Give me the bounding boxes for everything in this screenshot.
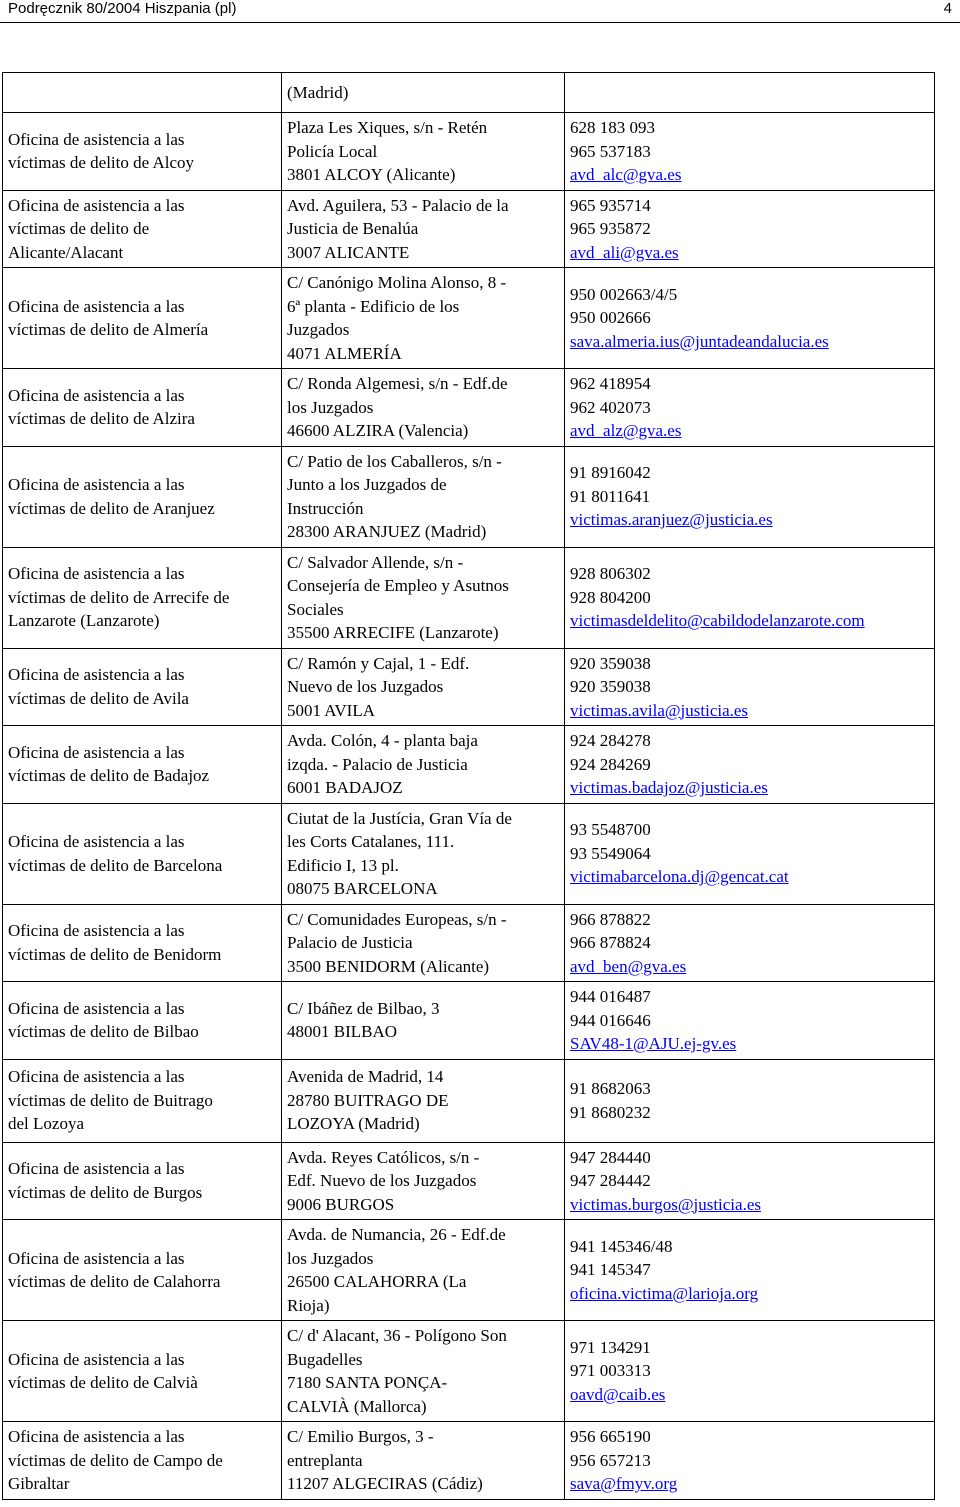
email-link[interactable]: oavd@caib.es bbox=[570, 1384, 666, 1404]
contact-cell bbox=[565, 648, 935, 726]
address-cell bbox=[282, 1142, 565, 1220]
contact-cell bbox=[565, 268, 935, 369]
address-line: Avda. Reyes Católicos, s/n - bbox=[287, 1147, 480, 1167]
address-line: Junto a los Juzgados de bbox=[287, 475, 447, 494]
office-name-cell bbox=[3, 73, 282, 113]
phone-number: 965 537183 bbox=[570, 141, 651, 161]
address-line: C/ Canónigo Molina Alonso, 8 - bbox=[287, 273, 507, 292]
email-link[interactable]: avd_alc@gva.es bbox=[570, 165, 682, 184]
office-name-cell bbox=[3, 982, 282, 1060]
address-line: 48001 BILBAO bbox=[287, 1022, 398, 1042]
office-name-line: víctimas de delito de Aranjuez bbox=[8, 498, 215, 518]
phone-number: 91 8011641 bbox=[570, 486, 651, 506]
office-name-line: víctimas de delito de Buitrago bbox=[8, 1090, 213, 1110]
address-line: C/ Salvador Allende, s/n - bbox=[287, 552, 464, 572]
office-name-cell bbox=[3, 726, 282, 804]
office-name-line: víctimas de delito de Burgos bbox=[8, 1182, 203, 1202]
phone-number: 956 665190 bbox=[570, 1427, 651, 1446]
email-link[interactable]: avd_ben@gva.es bbox=[570, 956, 687, 976]
office-name-line: víctimas de delito de Arrecife de bbox=[8, 587, 230, 607]
office-name-cell bbox=[3, 1142, 282, 1220]
office-name-cell bbox=[3, 113, 282, 191]
address-line: Plaza Les Xiques, s/n - Retén bbox=[287, 118, 488, 137]
office-name-line: víctimas de delito de Calvià bbox=[8, 1373, 198, 1392]
office-name-line: víctimas de delito de Alcoy bbox=[8, 153, 195, 173]
office-name-line: Oficina de asistencia a las bbox=[8, 475, 185, 494]
office-name-line: Oficina de asistencia a las bbox=[8, 296, 185, 316]
phone-number: 944 016487 bbox=[570, 987, 651, 1006]
email-link[interactable]: victimas.badajoz@justicia.es bbox=[570, 778, 768, 797]
address-line: 5001 AVILA bbox=[287, 700, 375, 720]
address-line: los Juzgados bbox=[287, 397, 374, 417]
office-name-line: Oficina de asistencia a las bbox=[8, 665, 185, 685]
address-cell bbox=[282, 73, 565, 113]
phone-number: 93 5549064 bbox=[570, 843, 651, 863]
phone-number: 950 002666 bbox=[570, 308, 651, 328]
office-name-cell bbox=[3, 190, 282, 268]
table-row bbox=[3, 190, 935, 268]
address-line: 6ª planta - Edificio de los bbox=[287, 296, 460, 316]
table-row bbox=[3, 369, 935, 447]
table-row bbox=[3, 547, 935, 648]
email-link[interactable]: victimas.aranjuez@justicia.es bbox=[570, 510, 773, 530]
office-name-line: víctimas de delito de Alzira bbox=[8, 409, 195, 429]
contact-cell bbox=[565, 1059, 935, 1142]
address-line: izqda. - Palacio de Justicia bbox=[287, 754, 468, 774]
office-name-cell bbox=[3, 547, 282, 648]
office-name-line: víctimas de delito de Bilbao bbox=[8, 1022, 199, 1042]
address-line: 26500 CALAHORRA (La bbox=[287, 1272, 467, 1291]
address-cell bbox=[282, 648, 565, 726]
office-name-line: víctimas de delito de Avila bbox=[8, 688, 189, 708]
table-row bbox=[3, 648, 935, 726]
phone-number: 920 359038 bbox=[570, 653, 651, 673]
contact-cell bbox=[565, 190, 935, 268]
table-row bbox=[3, 446, 935, 547]
address-cell bbox=[282, 547, 565, 648]
phone-number: 962 418954 bbox=[570, 374, 651, 393]
email-link[interactable]: sava@fmyv.org bbox=[570, 1474, 678, 1493]
table-row bbox=[3, 982, 935, 1060]
office-name-line: Gibraltar bbox=[8, 1474, 70, 1493]
address-line: C/ Comunidades Europeas, s/n - bbox=[287, 909, 507, 929]
address-line: Juzgados bbox=[287, 320, 350, 339]
office-name-line: Oficina de asistencia a las bbox=[8, 998, 185, 1018]
office-name-line: Oficina de asistencia a las bbox=[8, 129, 185, 149]
address-line: CALVIÀ (Mallorca) bbox=[287, 1396, 427, 1416]
phone-number: 962 402073 bbox=[570, 397, 651, 417]
phone-number: 628 183 093 bbox=[570, 118, 655, 137]
phone-number: 91 8680232 bbox=[570, 1102, 651, 1122]
phone-number: 971 134291 bbox=[570, 1337, 651, 1357]
office-name-cell bbox=[3, 648, 282, 726]
address-line: C/ d' Alacant, 36 - Polígono Son bbox=[287, 1326, 507, 1345]
office-name-cell bbox=[3, 904, 282, 982]
address-line: Avd. Aguilera, 53 - Palacio de la bbox=[287, 195, 509, 215]
address-line: Palacio de Justicia bbox=[287, 933, 413, 952]
office-name-line: Oficina de asistencia a las bbox=[8, 1427, 185, 1446]
address-line: Rioja) bbox=[287, 1295, 330, 1315]
phone-number: 941 145347 bbox=[570, 1260, 651, 1280]
table-row bbox=[3, 1422, 935, 1500]
email-link[interactable]: SAV48-1@AJU.ej-gv.es bbox=[570, 1034, 737, 1053]
address-cell bbox=[282, 268, 565, 369]
phone-number: 965 935872 bbox=[570, 219, 651, 238]
address-line: 4071 ALMERÍA bbox=[287, 343, 402, 363]
contact-cell bbox=[565, 446, 935, 547]
address-line: LOZOYA (Madrid) bbox=[287, 1114, 420, 1134]
phone-number: 965 935714 bbox=[570, 195, 651, 215]
address-line: Edificio I, 13 pl. bbox=[287, 855, 399, 875]
address-line: 3007 ALICANTE bbox=[287, 242, 410, 262]
address-line: Instrucción bbox=[287, 498, 364, 518]
office-name-cell bbox=[3, 803, 282, 904]
office-name-cell bbox=[3, 1321, 282, 1422]
phone-number: 950 002663/4/5 bbox=[570, 284, 678, 304]
phone-number: 928 804200 bbox=[570, 587, 651, 607]
address-line: Avenida de Madrid, 14 bbox=[287, 1067, 444, 1087]
office-name-line: Oficina de asistencia a las bbox=[8, 832, 185, 851]
address-line: 35500 ARRECIFE (Lanzarote) bbox=[287, 623, 499, 642]
address-cell bbox=[282, 1220, 565, 1321]
contact-cell bbox=[565, 1422, 935, 1500]
office-name-line: Oficina de asistencia a las bbox=[8, 1159, 185, 1179]
address-cell bbox=[282, 369, 565, 447]
address-line: Justicia de Benalúa bbox=[287, 219, 419, 238]
email-link[interactable]: victimas.burgos@justicia.es bbox=[570, 1194, 761, 1214]
address-line: 6001 BADAJOZ bbox=[287, 778, 403, 797]
page-header bbox=[0, 0, 960, 23]
address-line: los Juzgados bbox=[287, 1248, 374, 1268]
address-line: Consejería de Empleo y Asutnos bbox=[287, 576, 509, 595]
office-name-line: víctimas de delito de bbox=[8, 219, 150, 238]
table-row bbox=[3, 803, 935, 904]
address-line: Policía Local bbox=[287, 141, 378, 161]
office-name-line: víctimas de delito de Benidorm bbox=[8, 944, 222, 964]
address-cell bbox=[282, 446, 565, 547]
office-name-line: Oficina de asistencia a las bbox=[8, 742, 185, 762]
office-name-line: víctimas de delito de Barcelona bbox=[8, 855, 223, 875]
office-name-line: Alicante/Alacant bbox=[8, 242, 124, 262]
address-cell bbox=[282, 190, 565, 268]
phone-number: 971 003313 bbox=[570, 1361, 651, 1381]
office-name-line: víctimas de delito de Calahorra bbox=[8, 1272, 221, 1291]
office-name-cell bbox=[3, 1059, 282, 1142]
contact-cell bbox=[565, 982, 935, 1060]
phone-number: 93 5548700 bbox=[570, 820, 651, 840]
table-row bbox=[3, 1059, 935, 1142]
contact-cell bbox=[565, 803, 935, 904]
address-line: 9006 BURGOS bbox=[287, 1194, 395, 1214]
address-line: 3500 BENIDORM (Alicante) bbox=[287, 956, 490, 976]
office-name-line: víctimas de delito de Campo de bbox=[8, 1450, 223, 1470]
table-row bbox=[3, 1220, 935, 1321]
phone-number: 956 657213 bbox=[570, 1450, 651, 1470]
phone-number: 924 284269 bbox=[570, 754, 651, 774]
address-line: 08075 BARCELONA bbox=[287, 879, 438, 898]
address-line: Ciutat de la Justícia, Gran Vía de bbox=[287, 808, 512, 828]
address-line: Avda. Colón, 4 - planta baja bbox=[287, 731, 478, 750]
contact-cell bbox=[565, 369, 935, 447]
contact-cell bbox=[565, 1142, 935, 1220]
office-name-line: Oficina de asistencia a las bbox=[8, 1067, 185, 1087]
phone-number: 944 016646 bbox=[570, 1010, 651, 1030]
email-link[interactable]: victimasdeldelito@cabildodelanzarote.com bbox=[570, 611, 865, 631]
office-name-cell bbox=[3, 446, 282, 547]
contact-cell bbox=[565, 113, 935, 191]
address-cell bbox=[282, 904, 565, 982]
office-name-line: Oficina de asistencia a las bbox=[8, 564, 185, 584]
office-name-cell bbox=[3, 1422, 282, 1500]
page-number: 4 bbox=[943, 0, 952, 17]
email-link[interactable]: sava.almeria.ius@juntadeandalucia.es bbox=[570, 331, 829, 351]
office-name-line: Oficina de asistencia a las bbox=[8, 195, 185, 215]
address-cell bbox=[282, 113, 565, 191]
address-line: 7180 SANTA PONÇA- bbox=[287, 1373, 448, 1392]
address-cell bbox=[282, 1422, 565, 1500]
contact-cell bbox=[565, 547, 935, 648]
address-line: (Madrid) bbox=[287, 82, 349, 102]
phone-number: 947 284440 bbox=[570, 1147, 651, 1167]
address-cell bbox=[282, 1059, 565, 1142]
phone-number: 947 284442 bbox=[570, 1171, 651, 1190]
phone-number: 966 878824 bbox=[570, 933, 651, 952]
contact-cell bbox=[565, 73, 935, 113]
office-name-line: del Lozoya bbox=[8, 1114, 84, 1134]
email-link[interactable]: oficina.victima@larioja.org bbox=[570, 1283, 759, 1303]
address-line: C/ Ronda Algemesi, s/n - Edf.de bbox=[287, 374, 508, 393]
email-link[interactable]: victimas.avila@justicia.es bbox=[570, 700, 749, 720]
email-link[interactable]: avd_alz@gva.es bbox=[570, 421, 682, 440]
table-row bbox=[3, 904, 935, 982]
address-cell bbox=[282, 1321, 565, 1422]
address-line: les Corts Catalanes, 111. bbox=[287, 832, 455, 851]
office-name-line: víctimas de delito de Badajoz bbox=[8, 766, 210, 786]
address-line: C/ Patio de los Caballeros, s/n - bbox=[287, 451, 502, 471]
address-line: C/ Ramón y Cajal, 1 - Edf. bbox=[287, 653, 470, 673]
address-line: 3801 ALCOY (Alicante) bbox=[287, 165, 456, 184]
address-line: 28300 ARANJUEZ (Madrid) bbox=[287, 522, 487, 541]
table-row bbox=[3, 73, 935, 113]
office-name-line: Lanzarote (Lanzarote) bbox=[8, 611, 160, 631]
address-line: entreplanta bbox=[287, 1450, 363, 1470]
email-link[interactable]: avd_ali@gva.es bbox=[570, 242, 679, 262]
address-cell bbox=[282, 803, 565, 904]
office-name-cell bbox=[3, 268, 282, 369]
phone-number: 920 359038 bbox=[570, 677, 651, 696]
office-name-line: víctimas de delito de Almería bbox=[8, 320, 209, 339]
address-line: Bugadelles bbox=[287, 1349, 363, 1369]
address-line: 46600 ALZIRA (Valencia) bbox=[287, 421, 469, 440]
address-line: C/ Ibáñez de Bilbao, 3 bbox=[287, 998, 440, 1018]
address-line: C/ Emilio Burgos, 3 - bbox=[287, 1427, 434, 1446]
email-link[interactable]: victimabarcelona.dj@gencat.cat bbox=[570, 867, 789, 887]
table-row bbox=[3, 726, 935, 804]
phone-number: 928 806302 bbox=[570, 564, 651, 584]
address-cell bbox=[282, 726, 565, 804]
office-name-line: Oficina de asistencia a las bbox=[8, 921, 185, 941]
table-row bbox=[3, 1142, 935, 1220]
table-row bbox=[3, 1321, 935, 1422]
address-line: Edf. Nuevo de los Juzgados bbox=[287, 1171, 477, 1190]
office-name-line: Oficina de asistencia a las bbox=[8, 1248, 185, 1268]
office-name-line: Oficina de asistencia a las bbox=[8, 1349, 185, 1369]
table-row bbox=[3, 113, 935, 191]
phone-number: 924 284278 bbox=[570, 731, 651, 750]
phone-number: 91 8916042 bbox=[570, 463, 651, 483]
phone-number: 941 145346/48 bbox=[570, 1236, 673, 1256]
address-line: 11207 ALGECIRAS (Cádiz) bbox=[287, 1474, 483, 1493]
address-cell bbox=[282, 982, 565, 1060]
address-line: Avda. de Numancia, 26 - Edf.de bbox=[287, 1225, 506, 1244]
address-line: Nuevo de los Juzgados bbox=[287, 677, 444, 696]
contact-cell bbox=[565, 904, 935, 982]
office-name-line: Oficina de asistencia a las bbox=[8, 385, 185, 405]
phone-number: 966 878822 bbox=[570, 909, 651, 929]
address-line: 28780 BUITRAGO DE bbox=[287, 1090, 449, 1110]
contact-cell bbox=[565, 1220, 935, 1321]
office-name-cell bbox=[3, 369, 282, 447]
contact-cell bbox=[565, 726, 935, 804]
contact-cell bbox=[565, 1321, 935, 1422]
table-row bbox=[3, 268, 935, 369]
address-line: Sociales bbox=[287, 599, 344, 619]
office-name-cell bbox=[3, 1220, 282, 1321]
document-title: Podręcznik 80/2004 Hiszpania (pl) bbox=[8, 0, 237, 17]
phone-number: 91 8682063 bbox=[570, 1079, 651, 1098]
victim-office-directory-table bbox=[2, 72, 935, 1500]
